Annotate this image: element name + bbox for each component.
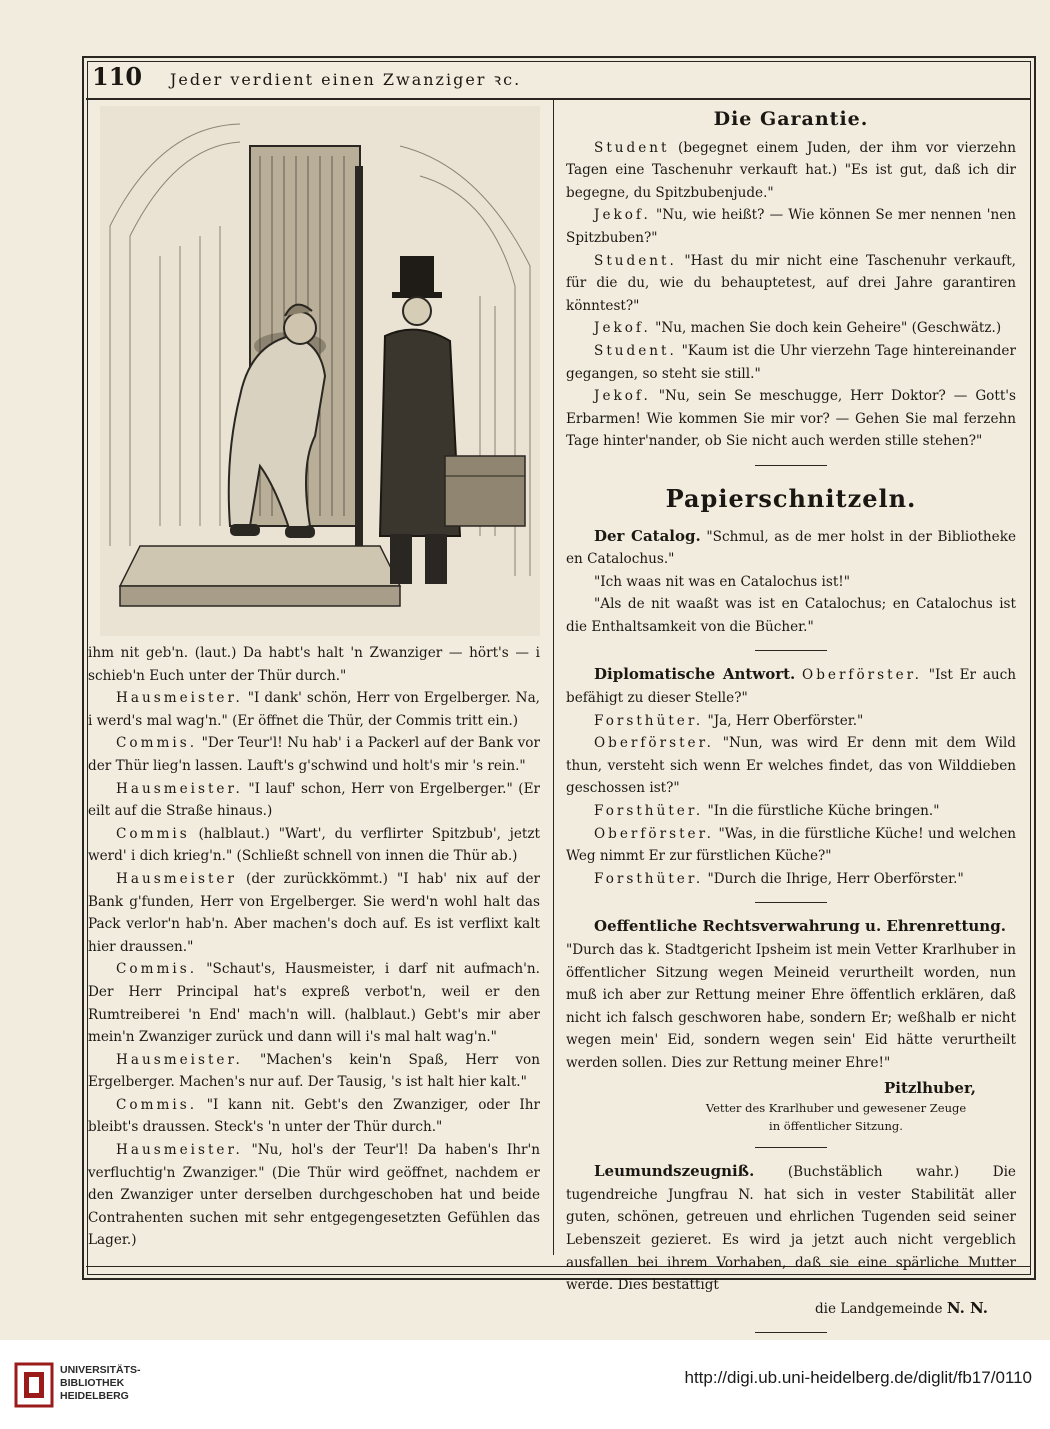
- paragraph-text: "Ja, Herr Oberförster.": [707, 712, 864, 729]
- speaker: Hausmeister.: [116, 1051, 243, 1068]
- speaker: Jekof.: [594, 207, 651, 224]
- paragraph: [88, 1139, 540, 1252]
- item-heading: Oeffentliche Rechtsverwahrung u. Ehrenrettung.: [594, 917, 1006, 936]
- paragraph: [566, 340, 1016, 385]
- paragraph-text: "Als de nit waaßt was ist en Catalochus; en Catalochus ist die Enthaltsamkeit von die Bücher.": [566, 596, 1016, 635]
- speaker: Commis.: [116, 735, 198, 752]
- speaker: Oberförster.: [594, 735, 714, 752]
- signature-caption-line: in öffentlicher Sitzung.: [769, 1119, 903, 1134]
- paragraph-text: "Der Teur'l! Nu hab' i a Packerl auf der Bank vor der Thür lieg'n lassen. Lauft's g'schwind und holt's mir 's rein.": [88, 735, 540, 774]
- paragraph: [566, 204, 1016, 249]
- column-rule: [553, 100, 554, 1255]
- digitization-footer: [0, 1340, 1050, 1429]
- library-name-line: HEIDELBERG: [60, 1390, 129, 1402]
- paragraph-text: "Kaum ist die Uhr vierzehn Tage hintereinander gegangen, so steht sie still.": [566, 342, 1016, 382]
- paragraph: [566, 317, 1016, 340]
- signature-caption: [566, 1099, 1016, 1135]
- paragraph-text: "Durch das k. Stadtgericht Ipsheim ist mein Vetter Krarlhuber in öffentlicher Sitzung wegen Meineid verurtheilt worden, nun muß ich aber zur Rettung meiner Ehre öffentlich erklären, daß nicht ich falsch geschworen habe, sondern Er; weßhalb er nicht wegen mein' Eid, sondern wegen sein' Eid hätte verurtheilt werden sollen. Dies zur Rettung meiner Ehre!": [566, 942, 1016, 1071]
- paragraph: [566, 137, 1016, 205]
- paragraph: [566, 1160, 1016, 1297]
- speaker: Hausmeister: [116, 870, 237, 887]
- speaker: Jekof.: [594, 388, 651, 405]
- paragraph: [566, 823, 1016, 868]
- section-divider: [755, 465, 827, 466]
- speaker: Student.: [594, 252, 677, 269]
- header-rule: [86, 98, 1030, 100]
- woodcut-illustration: [100, 106, 540, 636]
- speaker: Oberförster.: [802, 667, 922, 684]
- paragraph-text: "I lauf' schon, Herr von Ergelberger." (Er eilt auf die Straße hinaus.): [88, 780, 540, 820]
- item-heading: Der Catalog.: [594, 526, 701, 545]
- paragraph: [566, 525, 1016, 571]
- running-title: Jeder verdient einen Zwanziger ꝛc.: [170, 70, 522, 89]
- library-name-line: UNIVERSITÄTS-: [60, 1364, 141, 1376]
- right-column: [566, 108, 1016, 1345]
- signer-prefix: die Landgemeinde: [814, 1300, 943, 1317]
- paragraph-text: "Nu, machen Sie doch kein Geheire" (Geschwätz.): [655, 320, 1002, 337]
- paragraph-text: "I kann nit. Gebt's den Zwanziger, oder Ihr bleibt's draussen. Steck's 'n unter der Thür durch.": [88, 1096, 541, 1136]
- speaker: Commis.: [116, 961, 198, 978]
- paragraph: [566, 800, 1016, 823]
- library-name: [60, 1364, 141, 1403]
- university-library-logo-icon: [14, 1362, 54, 1408]
- paragraph: [566, 571, 1016, 594]
- left-column: [88, 642, 540, 1252]
- paragraph-text: "Nu, hol's der Teur'l! Da haben's Ihr'n verfluchtig'n Zwanziger." (Die Thür wird geöffnet, nachdem er den Zwanziger unter derselben durchgeschoben hat und beide Contrahenten suchen mit sehr entgegengesetzten Gefühlen das Lager.): [88, 1142, 540, 1249]
- speaker: Jekof.: [594, 320, 651, 337]
- paragraph: [88, 642, 540, 687]
- paragraph: [88, 868, 540, 958]
- paragraph: [88, 778, 540, 823]
- speaker: Forsthüter.: [594, 870, 704, 887]
- paragraph: [88, 1049, 540, 1094]
- paragraph-text: "Nu, sein Se meschugge, Herr Doktor? — Gott's Erbarmen! Wie kommen Sie mir vor? — Gehen Sie mal ferzehn Tage hinter'nander, ob Sie nicht auch werden stille stehen?": [566, 388, 1016, 450]
- speaker: Student: [594, 139, 670, 156]
- paragraph: [88, 687, 540, 732]
- section-divider: [755, 650, 827, 651]
- paragraph-text: "Ich waas nit was en Catalochus ist!": [594, 573, 851, 590]
- paragraph-text: "I dank' schön, Herr von Ergelberger. Na, i werd's mal wag'n." (Er öffnet die Thür, der Commis tritt ein.): [88, 690, 540, 729]
- item-heading: Leumundszeugniß.: [594, 1162, 755, 1181]
- paragraph-text: "Nu, wie heißt? — Wie können Se mer nennen 'nen Spitzbuben?": [566, 207, 1016, 246]
- paragraph-text: "Schmul, as de mer holst in der Bibliotheke en Catalochus.": [566, 528, 1016, 568]
- paragraph: [566, 250, 1016, 318]
- paragraph: [566, 593, 1016, 638]
- speaker: Oberförster.: [594, 825, 714, 842]
- source-url[interactable]: http://digi.ub.uni-heidelberg.de/diglit/fb17/0110: [684, 1368, 1032, 1387]
- paragraph-text: "Was, in die fürstliche Küche! und welchen Weg nimmt Er zur fürstlichen Küche?": [566, 825, 1016, 865]
- signature: Pitzlhuber,: [884, 1078, 976, 1097]
- signer: N. N.: [946, 1298, 988, 1317]
- paragraph-text: (halblaut.) "Wart', du verflirter Spitzbub', jetzt werd' i dich krieg'n." (Schließt schnell von innen die Thür ab.): [88, 825, 540, 865]
- speaker: Forsthüter.: [594, 712, 704, 729]
- paragraph: [566, 732, 1016, 800]
- paragraph-text: "Machen's kein'n Spaß, Herr von Ergelberger. Machen's nur auf. Der Tausig, 's ist halt hier kalt.": [88, 1051, 540, 1091]
- paragraph: [88, 958, 540, 1048]
- page-number: 110: [92, 62, 143, 91]
- paragraph-text: "Ist Er auch befähigt zu dieser Stelle?": [566, 667, 1017, 707]
- paragraph-text: (Buchstäblich wahr.) Die tugendreiche Jungfrau N. hat sich in vester Stabilität aller guten, schönen, getreuen und ehrlichen Tugenden seid seiner Lebenszeit gezieret. Es wird ja jetzt auch nicht vergeblich ausfallen bei ihrem Vorhaben, daß sie eine spärliche Mutter werde. Dies bestättigt: [566, 1164, 1016, 1294]
- paragraph-text: (begegnet einem Juden, der ihm vor vierzehn Tagen eine Taschenuhr verkauft hat.) "Es ist gut, daß ich dir begegne, du Spitzbubenjude.": [566, 139, 1017, 201]
- speaker: Student.: [594, 342, 677, 359]
- paragraph-text: "In die fürstliche Küche bringen.": [707, 803, 940, 820]
- section-divider: [755, 1332, 827, 1333]
- item-heading-line: [566, 915, 1016, 939]
- paragraph-text: "Durch die Ihrige, Herr Oberförster.": [707, 870, 964, 887]
- paragraph-text: "Hast du mir nicht eine Taschenuhr verkauft, für die du, wie du behauptetest, auf drei Jahre garantiren könntest?": [566, 252, 1016, 314]
- signature-caption-line: Vetter des Krarlhuber und gewesener Zeuge: [705, 1101, 967, 1116]
- paragraph: [566, 385, 1016, 453]
- speaker: Hausmeister.: [116, 780, 243, 797]
- section-divider: [755, 1147, 827, 1148]
- speaker: Hausmeister.: [116, 690, 243, 707]
- speaker: Forsthüter.: [594, 803, 704, 820]
- paragraph-text: "Nun, was wird Er denn mit dem Wild thun, versteht sich wenn Er welches findet, das von Wilddieben geschossen ist?": [566, 735, 1016, 797]
- library-name-line: BIBLIOTHEK: [60, 1377, 125, 1389]
- speaker: Hausmeister.: [116, 1142, 243, 1159]
- section-title-garantie: Die Garantie.: [713, 108, 869, 130]
- speaker: Commis.: [116, 1096, 198, 1113]
- paragraph: [566, 868, 1016, 891]
- speaker: Commis: [116, 825, 190, 842]
- paragraph: [88, 1094, 540, 1139]
- paragraph: [566, 939, 1016, 1075]
- paragraph-text: (der zurückkömmt.) "I hab' nix auf der Bank g'funden, Herr von Ergelberger. Sie werd'n wohl halt das Pack verlor'n hab'n. Aber machen's doch auf. Es ist verflixt kalt hier draussen.": [88, 870, 541, 955]
- signer-line: [566, 1297, 1016, 1321]
- paragraph: [88, 732, 540, 777]
- paragraph: [566, 710, 1016, 733]
- paragraph: [566, 663, 1016, 709]
- paragraph-text: ihm nit geb'n. (laut.) Da habt's halt 'n Zwanziger — hört's — i schieb'n Euch unter der Thür durch.": [88, 645, 540, 684]
- section-title-papierschnitzeln: Papierschnitzeln.: [665, 483, 917, 513]
- section-divider: [755, 902, 827, 903]
- item-heading: Diplomatische Antwort.: [594, 665, 796, 684]
- paragraph: [88, 823, 540, 868]
- paragraph-text: "Schaut's, Hausmeister, i darf nit aufmach'n. Der Herr Principal hat's expreß verbot'n, weil er den Rumtreiberei 'n End' mach'n will. (halblaut.) Gebt's mir aber mein'n Zwanziger zurück und dann will i's mal halt wag'n.": [88, 961, 540, 1046]
